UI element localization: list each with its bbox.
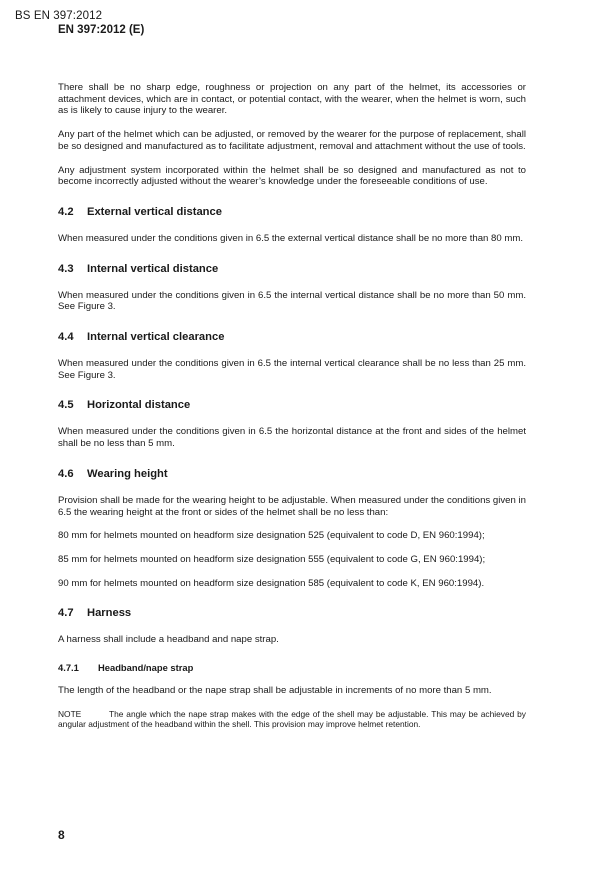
section-number: 4.7: [58, 607, 74, 620]
section-heading-4-6: [58, 468, 526, 481]
note-label: NOTE: [58, 708, 82, 719]
subsection-heading-4-7-1: [58, 662, 526, 673]
section-text-4-3: When measured under the conditions given in 6.5 the internal vertical distance shall be no more than 50 mm. See Figure 3.: [58, 289, 526, 313]
section-number: 4.6: [58, 467, 74, 480]
section-heading-4-4: [58, 331, 526, 344]
section-heading-4-2: [58, 206, 526, 219]
wearing-height-item-585: 90 mm for helmets mounted on headform size designation 585 (equivalent to code K, EN 960:1994).: [58, 577, 485, 589]
section-text-4-4: When measured under the conditions given in 6.5 the internal vertical clearance shall be no less than 25 mm. See Figure 3.: [58, 358, 526, 381]
wearing-height-item-555: 85 mm for helmets mounted on headform size designation 555 (equivalent to code G, EN 960:1994);: [58, 553, 486, 565]
section-text-4-5: When measured under the conditions given in 6.5 the horizontal distance at the front and sides of the helmet shall be no less than 5 mm.: [58, 426, 526, 450]
section-number: 4.2: [58, 205, 74, 218]
section-heading-4-3: [58, 263, 526, 276]
intro-paragraph-2: Any part of the helmet which can be adjusted, or removed by the wearer for the purpose of replacement, shall be so designed and manufactured as to facilitate adjustment, removal and attachment without the use of tools.: [58, 129, 526, 152]
page-body: [58, 82, 526, 730]
document-id: EN 397:2012 (E): [58, 24, 145, 36]
standard-id: BS EN 397:2012: [15, 10, 103, 22]
section-title: Internal vertical clearance: [87, 331, 225, 344]
page-number: 8: [58, 828, 65, 842]
note: [58, 709, 526, 730]
section-title: Harness: [87, 607, 132, 620]
section-text-4-6: Provision shall be made for the wearing height to be adjustable. When measured under the conditions given in 6.5 the wearing height at the front or sides of the helmet shall be no less than:: [58, 494, 526, 518]
section-number: 4.5: [58, 399, 74, 412]
section-title: Wearing height: [87, 467, 168, 480]
section-heading-4-5: [58, 399, 526, 412]
section-number: 4.3: [58, 262, 74, 275]
wearing-height-item-525: 80 mm for helmets mounted on headform size designation 525 (equivalent to code D, EN 960:1994);: [58, 530, 485, 542]
section-heading-4-7: [58, 607, 526, 620]
section-text-4-7: A harness shall include a headband and nape strap.: [58, 634, 279, 646]
note-text: The angle which the nape strap makes with the edge of the shell may be adjustable. This may be achieved by angular adjustment of the headband within the shell. This provision may improve helmet retention.: [58, 708, 526, 730]
subsection-title: Headband/nape strap: [98, 662, 194, 674]
section-title: Internal vertical distance: [87, 262, 219, 275]
subsection-text-4-7-1: The length of the headband or the nape strap shall be adjustable in increments of no more than 5 mm.: [58, 685, 492, 697]
section-text-4-2: When measured under the conditions given in 6.5 the external vertical distance shall be no more than 80 mm.: [58, 232, 524, 244]
intro-paragraph-1: There shall be no sharp edge, roughness or projection on any part of the helmet, its accessories or attachment devices, which are in contact, or potential contact, with the wearer, when the helmet is worn, such as is likely to cause injury to the wearer.: [58, 82, 526, 117]
section-title: Horizontal distance: [87, 399, 191, 412]
section-number: 4.4: [58, 331, 74, 344]
subsection-number: 4.7.1: [58, 662, 79, 674]
intro-paragraph-3: Any adjustment system incorporated within the helmet shall be so designed and manufactured as not to become incorrectly adjusted without the wearer’s knowledge under the foreseeable conditions of use.: [58, 164, 526, 188]
section-title: External vertical distance: [87, 205, 222, 218]
